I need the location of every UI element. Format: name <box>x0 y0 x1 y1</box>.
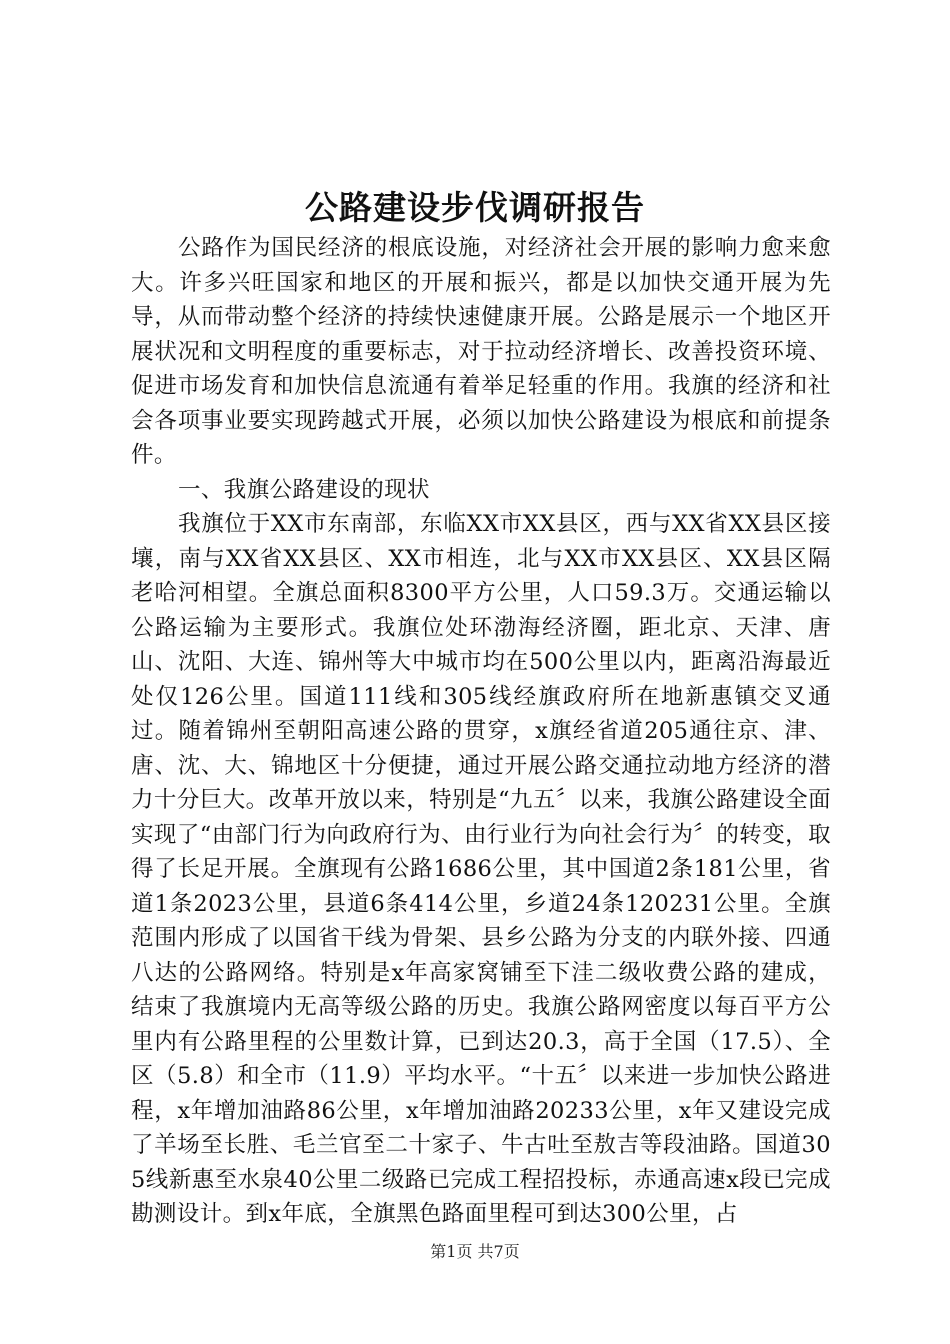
document-body <box>131 231 831 1232</box>
paragraph-intro: 公路作为国民经济的根底设施，对经济社会开展的影响力愈来愈大。许多兴旺国家和地区的开展和振兴，都是以加快交通开展为先导，从而带动整个经济的持续快速健康开展。公路是展示一个地区开展状况和文明程度的重要标志，对于拉动经济增长、改善投资环境、促进市场发育和加快信息流通有着举足轻重的作用。我旗的经济和社会各项事业要实现跨越式开展，必须以加快公路建设为根底和前提条件。 <box>131 235 831 468</box>
section-heading: 一、我旗公路建设的现状 <box>178 476 430 503</box>
paragraph-current-status: 我旗位于XX市东南部，东临XX市XX县区，西与XX省XX县区接壤，南与XX省XX县区、XX市相连，北与XX市XX县区、XX县区隔老哈河相望。全旗总面积8300平方公里，人口59.3万。交通运输以公路运输为主要形式。我旗位处环渤海经济圈，距北京、天津、唐山、沈阳、大连、锦州等大中城市均在500公里以内，距离沿海最近处仅126公里。国道111线和305线经旗政府所在地新惠镇交叉通过。随着锦州至朝阳高速公路的贯穿，x旗经省道205通往京、津、唐、沈、大、锦地区十分便捷，通过开展公路交通拉动地方经济的潜力十分巨大。改革开放以来，特别是“九五〞以来，我旗公路建设全面实现了“由部门行为向政府行为、由行业行为向社会行为〞的转变，取得了长足开展。全旗现有公路1686公里，其中国道2条181公里，省道1条2023公里，县道6条414公里，乡道24条120231公里。全旗范围内形成了以国省干线为骨架、县乡公路为分支的内联外接、四通八达的公路网络。特别是x年高家窝铺至下洼二级收费公路的建成，结束了我旗境内无高等级公路的历史。我旗公路网密度以每百平方公里内有公路里程的公里数计算，已到达20.3，高于全国（17.5）、全区（5.8）和全市（11.9）平均水平。“十五〞以来进一步加快公路进程，x年增加油路86公里，x年增加油路20233公里，x年又建设完成了羊场至长胜、毛兰官至二十家子、牛古吐至敖吉等段油路。国道305线新惠至水泉40公里二级路已完成工程招投标，赤通高速x段已完成勘测设计。到x年底，全旗黑色路面里程可到达300公里，占 <box>131 511 831 1227</box>
document-title: 公路建设步伐调研报告 <box>305 188 645 227</box>
page-footer: 第1页 共7页 <box>430 1242 520 1261</box>
